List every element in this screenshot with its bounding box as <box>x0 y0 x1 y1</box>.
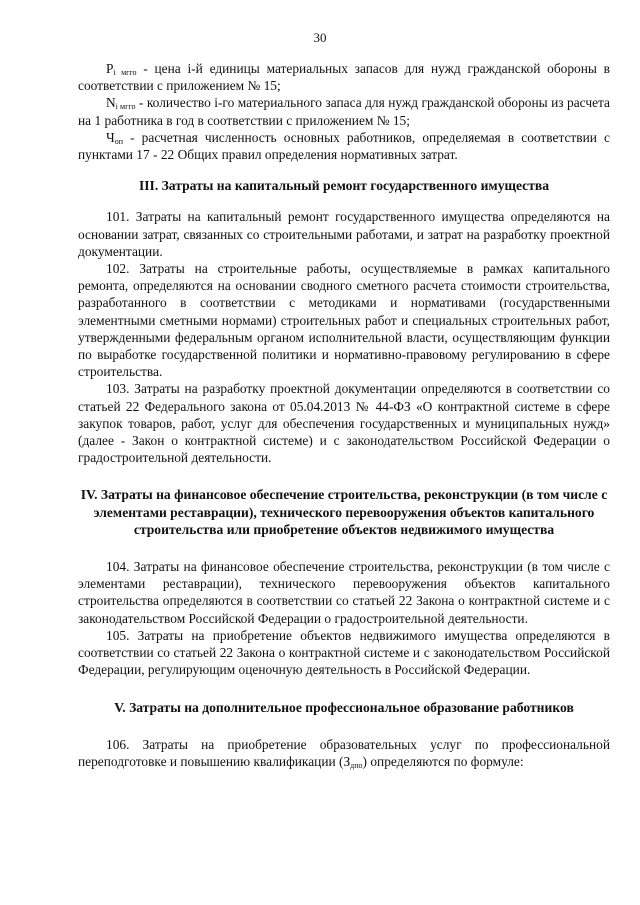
symbol-subscript: i мгго <box>113 68 137 77</box>
paragraph-103: 103. Затраты на разработку проектной документации определяются в соответствии со статьей 22 Федерального закона от 05.04.2013 № 44-ФЗ «О контрактной системе в сфере закупок товаров, работ, услуг для обеспечения государственных и муниципальных нужд» (далее - Закон о контрактной системе) и с законодательством Российской Федерации о градостроительной деятельности. <box>78 381 610 466</box>
paragraph-105: 105. Затраты на приобретение объектов недвижимого имущества определяются в соответствии со статьей 22 Закона о контрактной системе и с законодательством Российской Федерации, регулирующим оценочную деятельность в Российской Федерации. <box>78 627 610 678</box>
definition-text: - количество i-го материального запаса для нужд гражданской обороны из расчета на 1 работника в год в соответствии с приложением № 15; <box>78 95 610 128</box>
paragraph-101: 101. Затраты на капитальный ремонт государственного имущества определяются на основании затрат, связанных со строительными работами, и затрат на разработку проектной документации. <box>78 209 610 259</box>
symbol-subscript: оп <box>114 136 123 146</box>
definition-headcount <box>78 129 610 163</box>
section-heading-iii: III. Затраты на капитальный ремонт государственного имущества <box>138 178 550 194</box>
paragraph-102: 102. Затраты на строительные работы, осуществляемые в рамках капитального ремонта, определяются на основании сводного сметного расчета стоимости строительства, разработанного в соответствии с методиками и нормативами (государственными элементными сметными нормами) строительных работ и специальных строительных работ, утвержденными федеральным органом исполнительной власти, осуществляющим функции по выработке государственной политики и нормативно-правовому регулированию в сфере строительства. <box>78 261 610 380</box>
section-heading-iv: IV. Затраты на финансовое обеспечение строительства, реконструкции (в том числе с элементами реставрации), технического перевооружения объектов капитального строительства или приобретение объектов недвижимого имущества <box>80 487 608 537</box>
definition-text: - расчетная численность основных работников, определяемая в соответствии с пунктами 17 - 22 Общих правил определения нормативных затрат. <box>78 129 610 163</box>
symbol-subscript: i мгго <box>115 102 136 112</box>
symbol-subscript: дпо <box>350 760 363 770</box>
paragraph-106-text: 106. Затраты на приобретение образовательных услуг по профессиональной переподготовке и повышению квалификации (З <box>78 736 610 769</box>
paragraph-106-tail: ) определяются по формуле: <box>362 753 524 769</box>
paragraph-106 <box>78 736 610 770</box>
symbol: P <box>106 61 114 76</box>
paragraph-104: 104. Затраты на финансовое обеспечение строительства, реконструкции (в том числе с элементами реставрации), технического перевооружения объектов капитального строительства определяются в соответствии со статьей 22 Закона о контрактной системе и с законодательством Российской Федерации о градостроительной деятельности. <box>78 559 610 626</box>
section-heading-v: V. Затраты на дополнительное профессиональное образование работников <box>114 699 574 715</box>
definition-quantity <box>78 94 610 128</box>
definition-price <box>78 60 610 94</box>
definition-text: - цена i-й единицы материальных запасов для нужд гражданской обороны в соответствии с приложением № 15; <box>78 61 610 94</box>
symbol: Ч <box>106 129 115 145</box>
page-content <box>78 60 610 770</box>
page-number: 30 <box>313 30 327 45</box>
symbol: N <box>106 95 116 111</box>
